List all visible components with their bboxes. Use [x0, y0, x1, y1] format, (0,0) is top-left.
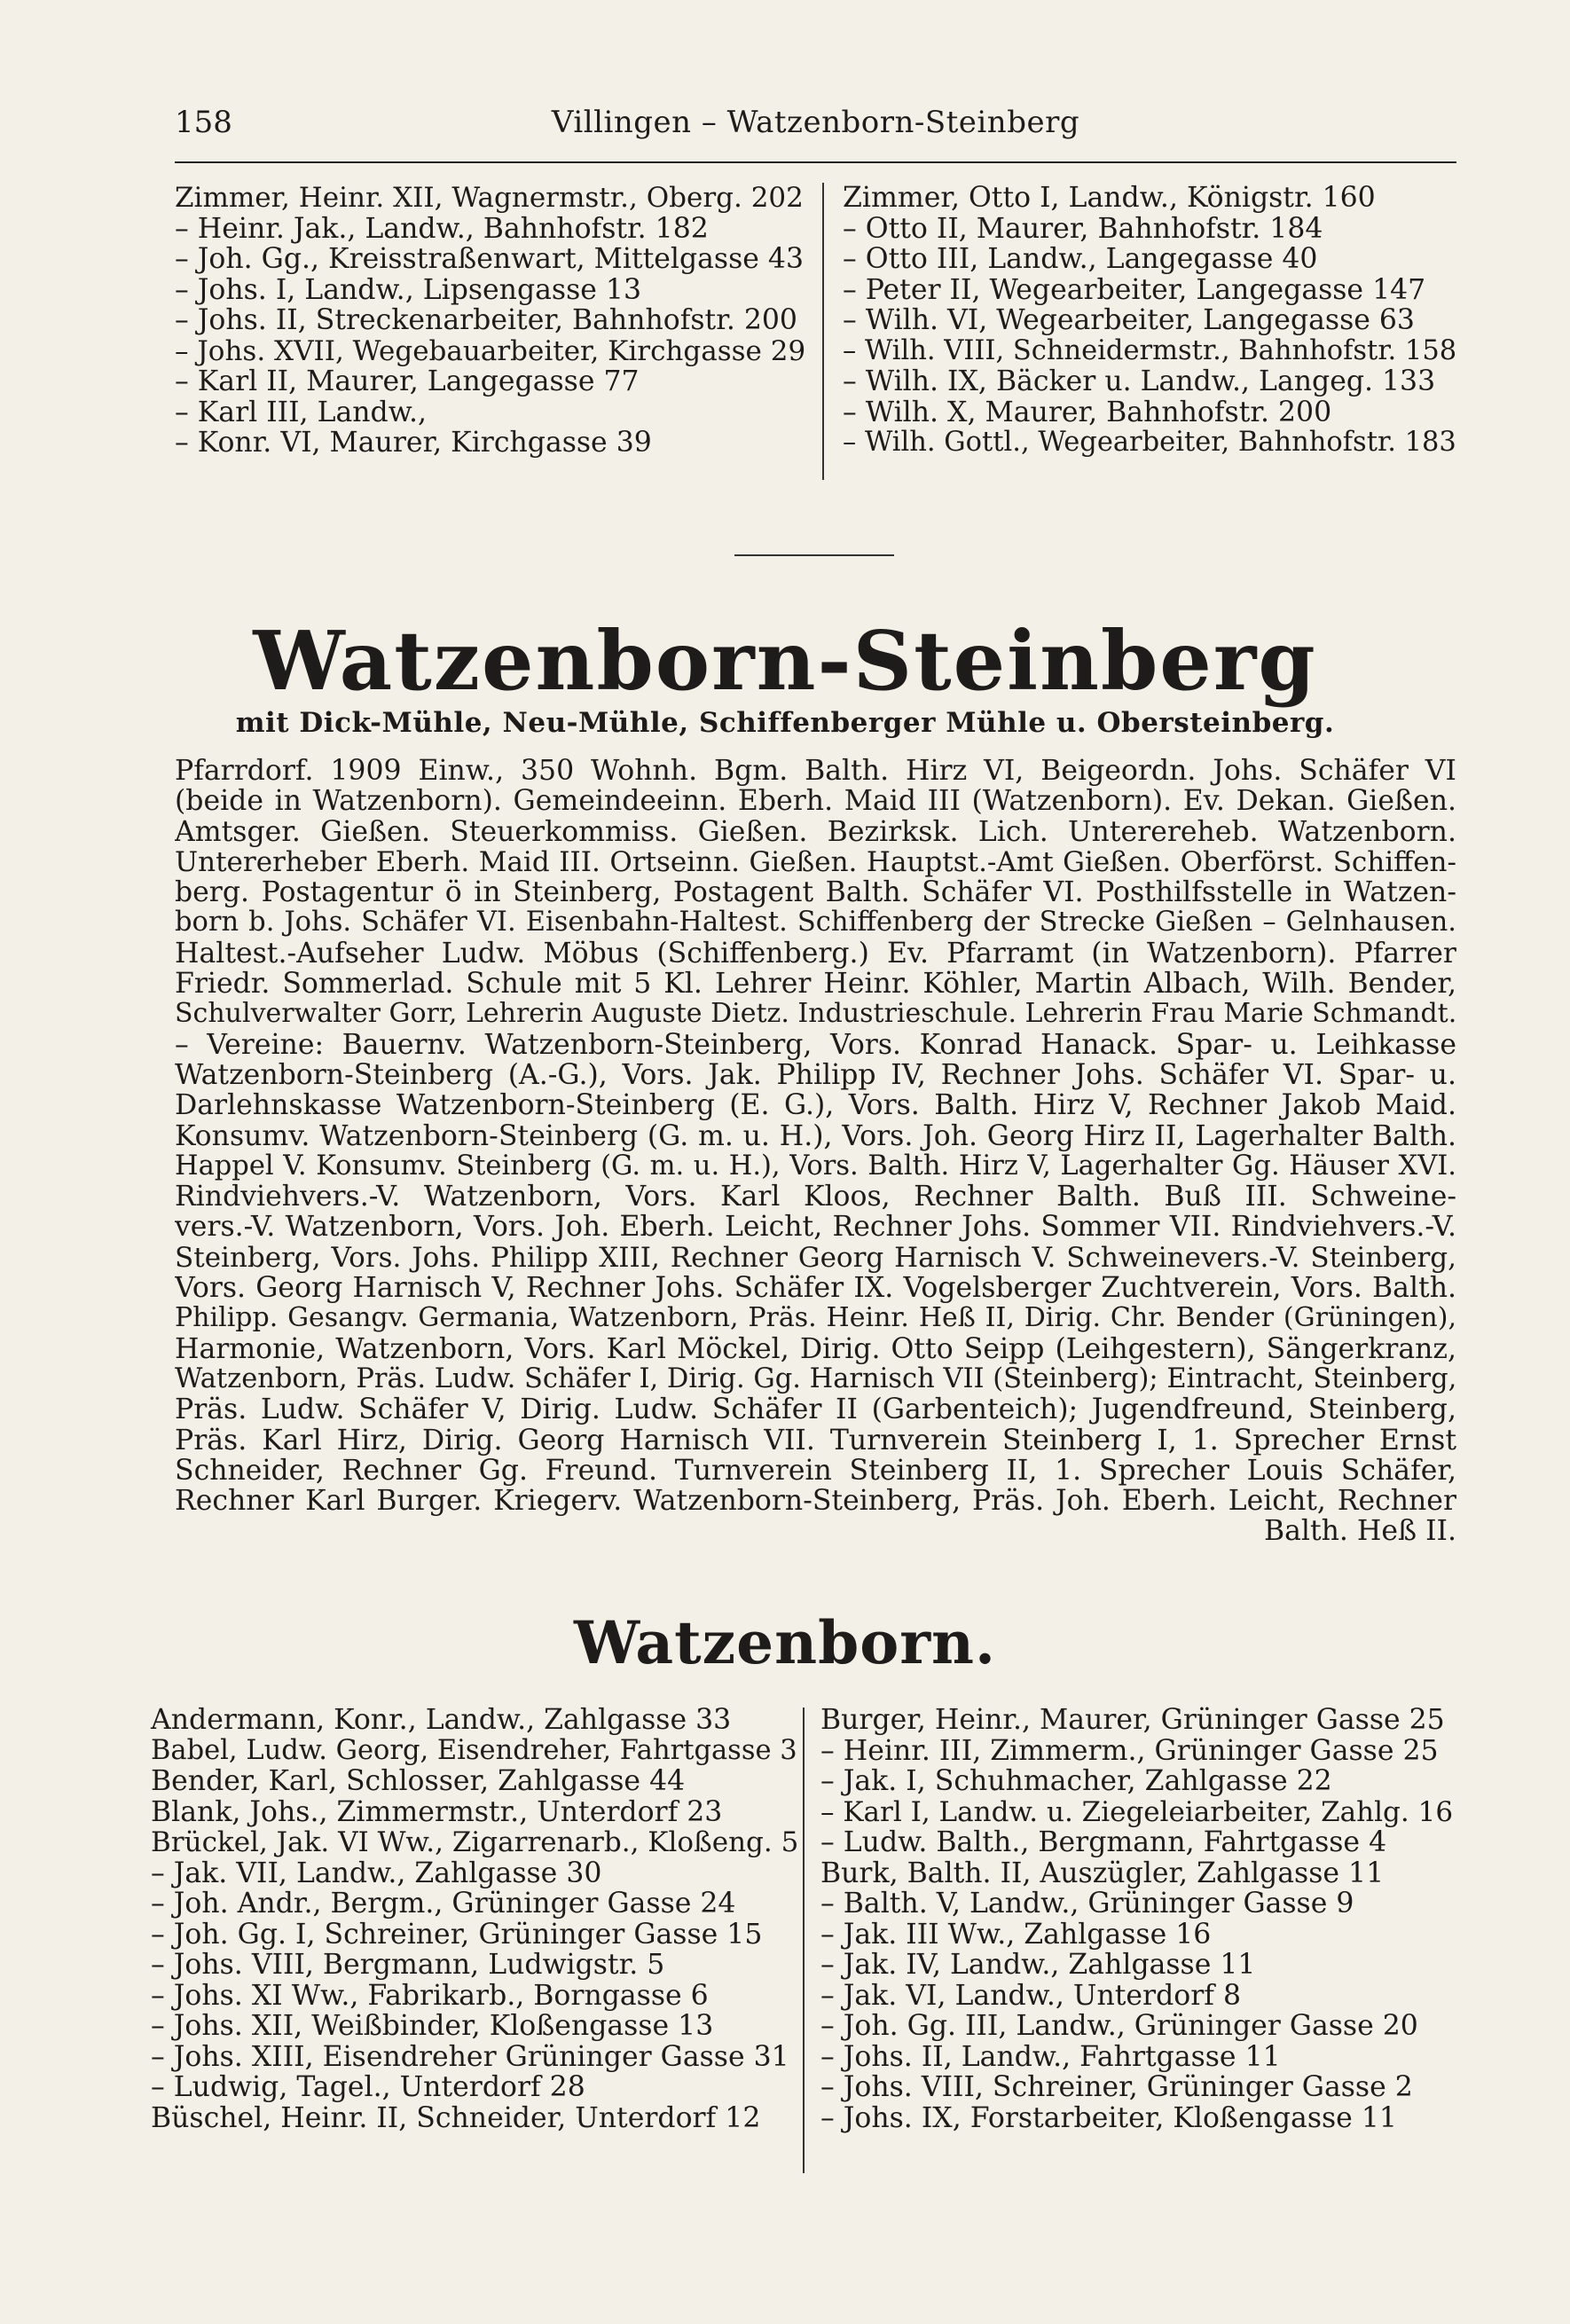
list-item: – Joh. Gg. I, Schreiner, Grüninger Gasse 15: [151, 1918, 763, 1951]
bottom-left-column: [151, 1705, 803, 2133]
list-item: – Wilh. IX, Bäcker u. Landw., Langeg. 133: [843, 365, 1436, 397]
list-item: Büschel, Heinr. II, Schneider, Unterdorf 12: [151, 2101, 761, 2134]
section-subtitle: mit Dick-Mühle, Neu-Mühle, Schiffenberger Mühle u. Obersteinberg.: [235, 707, 1335, 739]
list-item: – Johs. II, Landw., Fahrtgasse 11: [820, 2040, 1281, 2073]
column-divider: [822, 183, 824, 480]
paragraph-line: Philipp. Gesangv. Germania, Watzenborn, Präs. Heinr. Heß II, Dirig. Chr. Bender (Grüningen),: [175, 1303, 1456, 1334]
list-item: – Konr. VI, Maurer, Kirchgasse 39: [175, 427, 652, 459]
paragraph-line: Schneider, Rechner Gg. Freund. Turnverein Steinberg II, 1. Sprecher Louis Schäfer,: [175, 1455, 1456, 1487]
list-item: – Wilh. VIII, Schneidermstr., Bahnhofstr. 158: [843, 334, 1457, 366]
description-paragraph: [175, 756, 1456, 1547]
paragraph-line: Amtsger. Gießen. Steuerkommiss. Gießen. Bezirksk. Lich. Unterereheb. Watzenborn.: [175, 816, 1456, 847]
list-item: – Johs. VIII, Bergmann, Ludwigstr. 5: [151, 1949, 665, 1981]
list-item: – Wilh. VI, Wegearbeiter, Langegasse 63: [843, 304, 1415, 336]
list-item: – Otto II, Maurer, Bahnhofstr. 184: [843, 212, 1323, 245]
page-number: 158: [175, 105, 232, 140]
list-item: – Jak. I, Schuhmacher, Zahlgasse 22: [820, 1765, 1332, 1797]
bottom-right-column: [820, 1705, 1459, 2133]
list-item: Brückel, Jak. VI Ww., Zigarrenarb., Kloßeng. 5: [151, 1826, 799, 1858]
list-item: – Jak. VI, Landw., Unterdorf 8: [820, 1979, 1242, 2012]
column-divider: [803, 1708, 805, 2173]
list-item: – Karl II, Maurer, Langegasse 77: [175, 365, 640, 397]
paragraph-line: Pfarrdorf. 1909 Einw., 350 Wohnh. Bgm. Balth. Hirz VI, Beigeordn. Johs. Schäfer VI: [175, 756, 1456, 787]
list-item: Blank, Johs., Zimmermstr., Unterdorf 23: [151, 1795, 723, 1828]
list-item: Burger, Heinr., Maurer, Grüninger Gasse 25: [820, 1704, 1445, 1736]
paragraph-line: Rindviehvers.-V. Watzenborn, Vors. Karl Kloos, Rechner Balth. Buß III. Schweine-: [175, 1182, 1456, 1213]
list-item: – Jak. IV, Landw., Zahlgasse 11: [820, 1949, 1256, 1981]
list-item: – Johs. XI Ww., Fabrikarb., Borngasse 6: [151, 1979, 709, 2012]
paragraph-line: Steinberg, Vors. Johs. Philipp XIII, Rechner Georg Harnisch V. Schweinevers.-V. Steinberg,: [175, 1242, 1456, 1274]
paragraph-line: Happel V. Konsumv. Steinberg (G. m. u. H.), Vors. Balth. Hirz V, Lagerhalter Gg. Häuser XVI.: [175, 1150, 1456, 1182]
list-item: – Heinr. III, Zimmerm., Grüninger Gasse 25: [820, 1734, 1439, 1767]
paragraph-line: Watzenborn-Steinberg (A.-G.), Vors. Jak. Philipp IV, Rechner Johs. Schäfer VI. Spar- u.: [175, 1059, 1456, 1091]
list-item: – Jak. III Ww., Zahlgasse 16: [820, 1918, 1212, 1951]
list-item: Babel, Ludw. Georg, Eisendreher, Fahrtgasse 3: [151, 1734, 797, 1766]
paragraph-line: Konsumv. Watzenborn-Steinberg (G. m. u. H.), Vors. Joh. Georg Hirz II, Lagerhalter Balth.: [175, 1120, 1456, 1151]
list-item: Zimmer, Heinr. XII, Wagnermstr., Oberg. 202: [175, 182, 804, 214]
subsection-title: Watzenborn.: [574, 1608, 996, 1677]
list-item: – Heinr. Jak., Landw., Bahnhofstr. 182: [175, 212, 709, 245]
list-item: – Karl III, Landw.,: [175, 396, 427, 428]
section-title: Watzenborn-Steinberg: [253, 613, 1317, 709]
list-item: – Joh. Andr., Bergm., Grüninger Gasse 24: [151, 1888, 736, 1920]
list-item: – Wilh. Gottl., Wegearbeiter, Bahnhofstr. 183: [843, 427, 1456, 458]
list-item: – Jak. VII, Landw., Zahlgasse 30: [151, 1857, 602, 1889]
paragraph-line: Rechner Karl Burger. Kriegerv. Watzenborn-Steinberg, Präs. Joh. Eberh. Leicht, Rechner: [175, 1486, 1456, 1517]
paragraph-line: Präs. Ludw. Schäfer V, Dirig. Ludw. Schäfer II (Garbenteich); Jugendfreund, Steinberg,: [175, 1394, 1456, 1425]
list-item: – Peter II, Wegearbeiter, Langegasse 147: [843, 273, 1426, 306]
list-item: – Johs. I, Landw., Lipsengasse 13: [175, 273, 641, 306]
list-item: – Johs. XVII, Wegebauarbeiter, Kirchgasse 29: [175, 334, 806, 367]
paragraph-line: Friedr. Sommerlad. Schule mit 5 Kl. Lehrer Heinr. Köhler, Martin Albach, Wilh. Bender,: [175, 969, 1456, 1000]
paragraph-line: berg. Postagentur ö in Steinberg, Postagent Balth. Schäfer VI. Posthilfsstelle in Watzen-: [175, 877, 1456, 908]
section-separator: [734, 554, 894, 556]
running-head: Villingen – Watzenborn-Steinberg: [551, 105, 1080, 140]
list-item: – Johs. IX, Forstarbeiter, Kloßengasse 11: [820, 2101, 1397, 2134]
list-item: Zimmer, Otto I, Landw., Königstr. 160: [843, 182, 1376, 214]
paragraph-line: Schulverwalter Gorr, Lehrerin Auguste Dietz. Industrieschule. Lehrerin Frau Marie Schmandt.: [175, 999, 1456, 1030]
list-item: Burk, Balth. II, Auszügler, Zahlgasse 11: [820, 1857, 1385, 1889]
paragraph-line: Balth. Heß II.: [1263, 1516, 1456, 1547]
list-item: – Johs. XIII, Eisendreher Grüninger Gasse 31: [151, 2040, 789, 2073]
list-item: – Ludw. Balth., Bergmann, Fahrtgasse 4: [820, 1826, 1387, 1858]
paragraph-line: (beide in Watzenborn). Gemeindeeinn. Eberh. Maid III (Watzenborn). Ev. Dekan. Gießen.: [175, 786, 1456, 817]
list-item: – Johs. XII, Weißbinder, Kloßengasse 13: [151, 2010, 714, 2042]
paragraph-line: Haltest.-Aufseher Ludw. Möbus (Schiffenberg.) Ev. Pfarramt (in Watzenborn). Pfarrer: [175, 938, 1456, 970]
list-item: – Otto III, Landw., Langegasse 40: [843, 243, 1318, 275]
list-item: Andermann, Konr., Landw., Zahlgasse 33: [151, 1704, 732, 1736]
list-item: – Wilh. X, Maurer, Bahnhofstr. 200: [843, 396, 1332, 428]
paragraph-line: Präs. Karl Hirz, Dirig. Georg Harnisch VII. Turnverein Steinberg I, 1. Sprecher Ernst: [175, 1425, 1456, 1456]
header-rule: [175, 161, 1456, 163]
paragraph-line: Untererheber Eberh. Maid III. Ortseinn. Gießen. Hauptst.-Amt Gießen. Oberförst. Schiffen-: [175, 846, 1456, 878]
paragraph-line: – Vereine: Bauernv. Watzenborn-Steinberg, Vors. Konrad Hanack. Spar- u. Leihkasse: [175, 1029, 1456, 1060]
list-item: – Karl I, Landw. u. Ziegeleiarbeiter, Zahlg. 16: [820, 1795, 1454, 1828]
paragraph-line: vers.-V. Watzenborn, Vors. Joh. Eberh. Leicht, Rechner Johs. Sommer VII. Rindviehvers.-V.: [175, 1212, 1456, 1243]
list-item: – Balth. V, Landw., Grüninger Gasse 9: [820, 1888, 1354, 1920]
top-right-column: [843, 183, 1464, 459]
paragraph-line: Watzenborn, Präs. Ludw. Schäfer I, Dirig. Gg. Harnisch VII (Steinberg); Eintracht, Steinberg,: [175, 1363, 1456, 1394]
paragraph-line: Darlehnskasse Watzenborn-Steinberg (E. G.), Vors. Balth. Hirz V, Rechner Jakob Maid.: [175, 1090, 1456, 1121]
paragraph-line: Harmonie, Watzenborn, Vors. Karl Möckel, Dirig. Otto Seipp (Leihgestern), Sängerkranz,: [175, 1333, 1456, 1364]
paragraph-line: born b. Johs. Schäfer VI. Eisenbahn-Haltest. Schiffenberg der Strecke Gießen – Gelnhausen.: [175, 907, 1456, 938]
list-item: – Johs. II, Streckenarbeiter, Bahnhofstr. 200: [175, 304, 797, 336]
list-item: – Joh. Gg., Kreisstraßenwart, Mittelgasse 43: [175, 243, 804, 275]
list-item: – Ludwig, Tagel., Unterdorf 28: [151, 2071, 585, 2103]
list-item: – Joh. Gg. III, Landw., Grüninger Gasse 20: [820, 2010, 1418, 2042]
top-left-column: [175, 183, 809, 459]
page-header: [175, 105, 1456, 158]
paragraph-line: Vors. Georg Harnisch V, Rechner Johs. Schäfer IX. Vogelsberger Zuchtverein, Vors. Balth.: [175, 1273, 1456, 1304]
list-item: Bender, Karl, Schlosser, Zahlgasse 44: [151, 1765, 686, 1797]
list-item: – Johs. VIII, Schreiner, Grüninger Gasse 2: [820, 2071, 1413, 2103]
